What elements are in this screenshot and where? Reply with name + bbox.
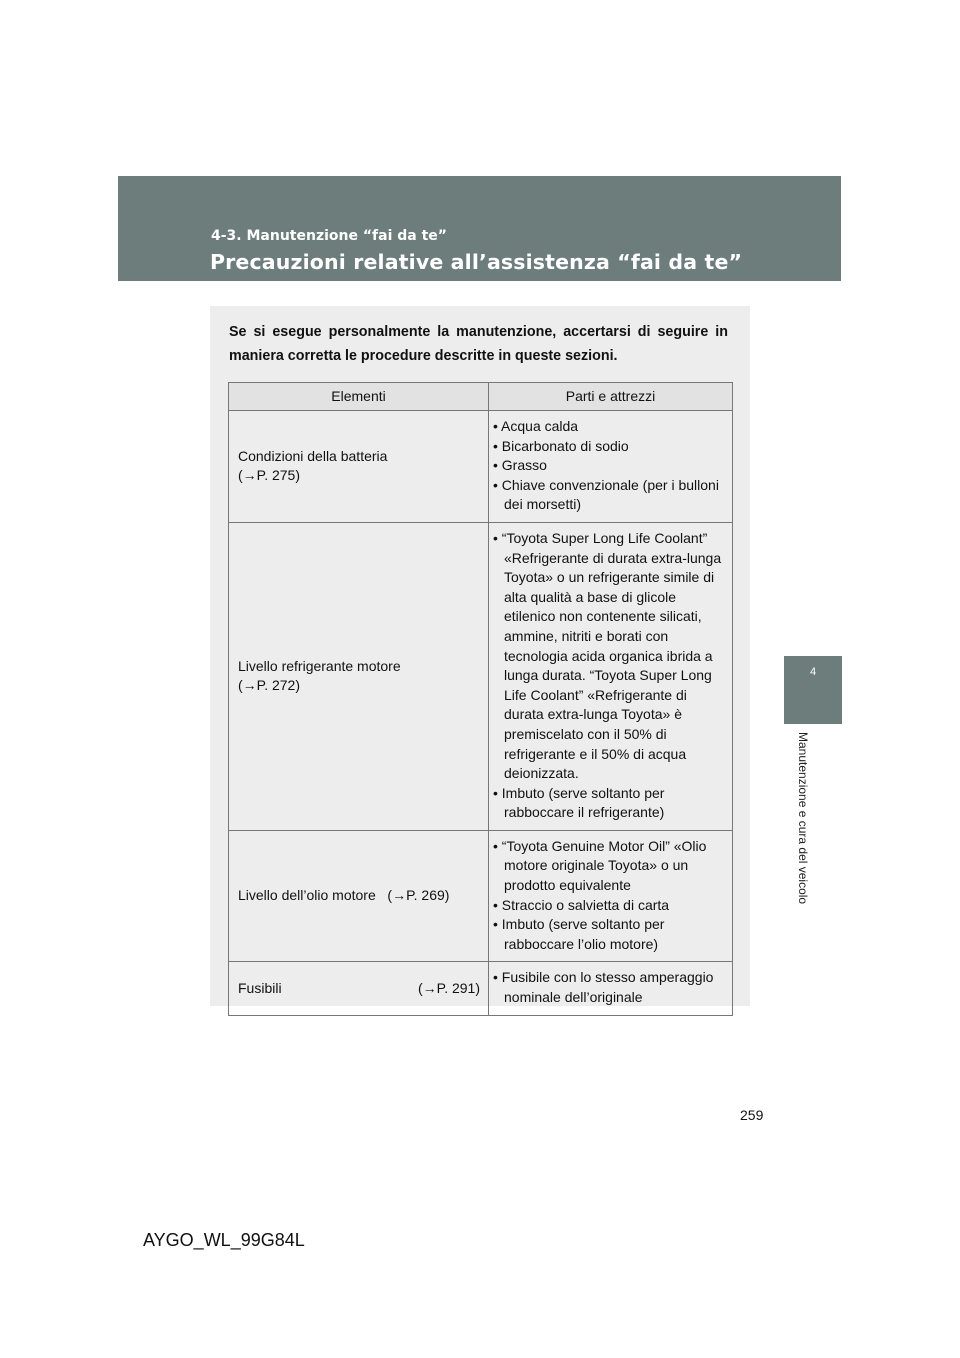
arrow-icon: → — [242, 467, 257, 484]
table-row — [229, 411, 733, 523]
parts-cell — [489, 411, 733, 523]
list-item: • Grasso — [493, 457, 547, 474]
table-row — [229, 830, 733, 962]
parts-cell — [489, 962, 733, 1015]
column-header-parts: Parti e attrezzi — [489, 383, 733, 411]
chapter-side-label — [794, 732, 810, 942]
page-number: 259 — [740, 1107, 764, 1123]
page-reference: (→P. 272) — [238, 677, 301, 694]
arrow-icon: → — [422, 979, 437, 996]
list-item: • Chiave convenzionale (per i bulloni dei morsetti) — [493, 476, 719, 513]
item-cell — [229, 830, 489, 962]
page-reference: (→P. 275) — [238, 467, 301, 484]
content-panel — [210, 306, 750, 1006]
parts-cell — [489, 522, 733, 830]
list-item: • “Toyota Genuine Motor Oil” «Olio motore originale Toyota» o un prodotto equivalente — [493, 837, 707, 894]
table-row — [229, 522, 733, 830]
page-reference: (→P. 269) — [387, 887, 450, 904]
list-item: • “Toyota Super Long Life Coolant” «Refrigerante di durata extra-lunga Toyota» o un refrigerante simile di alta qualità a base di glicole etilenico non contenente silicati, ammine, nitriti e borati con tecnologia acida organica ibrida a lunga durata. “Toyota Super Long Life Coolant” «Refrigerante di durata extra-lunga Toyota» è premiscelato con il 50% di refrigerante e il 50% di acqua deionizzata. — [493, 529, 722, 782]
chapter-tab — [784, 656, 842, 724]
header-band — [118, 176, 841, 281]
chapter-title: Manutenzione e cura del veicolo — [796, 732, 810, 905]
arrow-icon: → — [392, 887, 407, 904]
item-name: Livello refrigerante motore — [238, 657, 401, 674]
list-item: • Imbuto (serve soltanto per rabboccare il refrigerante) — [493, 784, 665, 821]
item-cell — [229, 522, 489, 830]
list-item: • Acqua calda — [493, 418, 579, 434]
parts-table — [228, 382, 733, 1016]
list-item: • Straccio o salvietta di carta — [493, 896, 670, 913]
intro-text: Se si esegue personalmente la manutenzione, accertarsi di seguire in maniera corretta le procedure descritte in queste sezioni. — [229, 324, 728, 364]
list-item: • Bicarbonato di sodio — [493, 437, 629, 454]
chapter-number: 4 — [809, 666, 817, 678]
parts-cell — [489, 830, 733, 962]
table-header-row — [229, 383, 733, 411]
arrow-icon: → — [242, 677, 257, 694]
item-name: Condizioni della batteria — [238, 447, 388, 464]
document-code: AYGO_WL_99G84L — [143, 1230, 305, 1250]
page-reference: (→P. 291) — [417, 979, 480, 996]
section-label: 4-3. Manutenzione “fai da te” — [211, 228, 447, 244]
table-row — [229, 962, 733, 1015]
column-header-items: Elementi — [229, 383, 489, 411]
item-name: Fusibili — [238, 979, 282, 996]
item-cell — [229, 411, 489, 523]
list-item: • Imbuto (serve soltanto per rabboccare l’olio motore) — [493, 916, 665, 952]
list-item: • Fusibile con lo stesso amperaggio nominale dell’originale — [493, 969, 714, 1006]
item-cell — [229, 962, 489, 1015]
page-title: Precauzioni relative all’assistenza “fai da te” — [210, 250, 743, 274]
item-name: Livello dell’olio motore — [238, 887, 376, 904]
